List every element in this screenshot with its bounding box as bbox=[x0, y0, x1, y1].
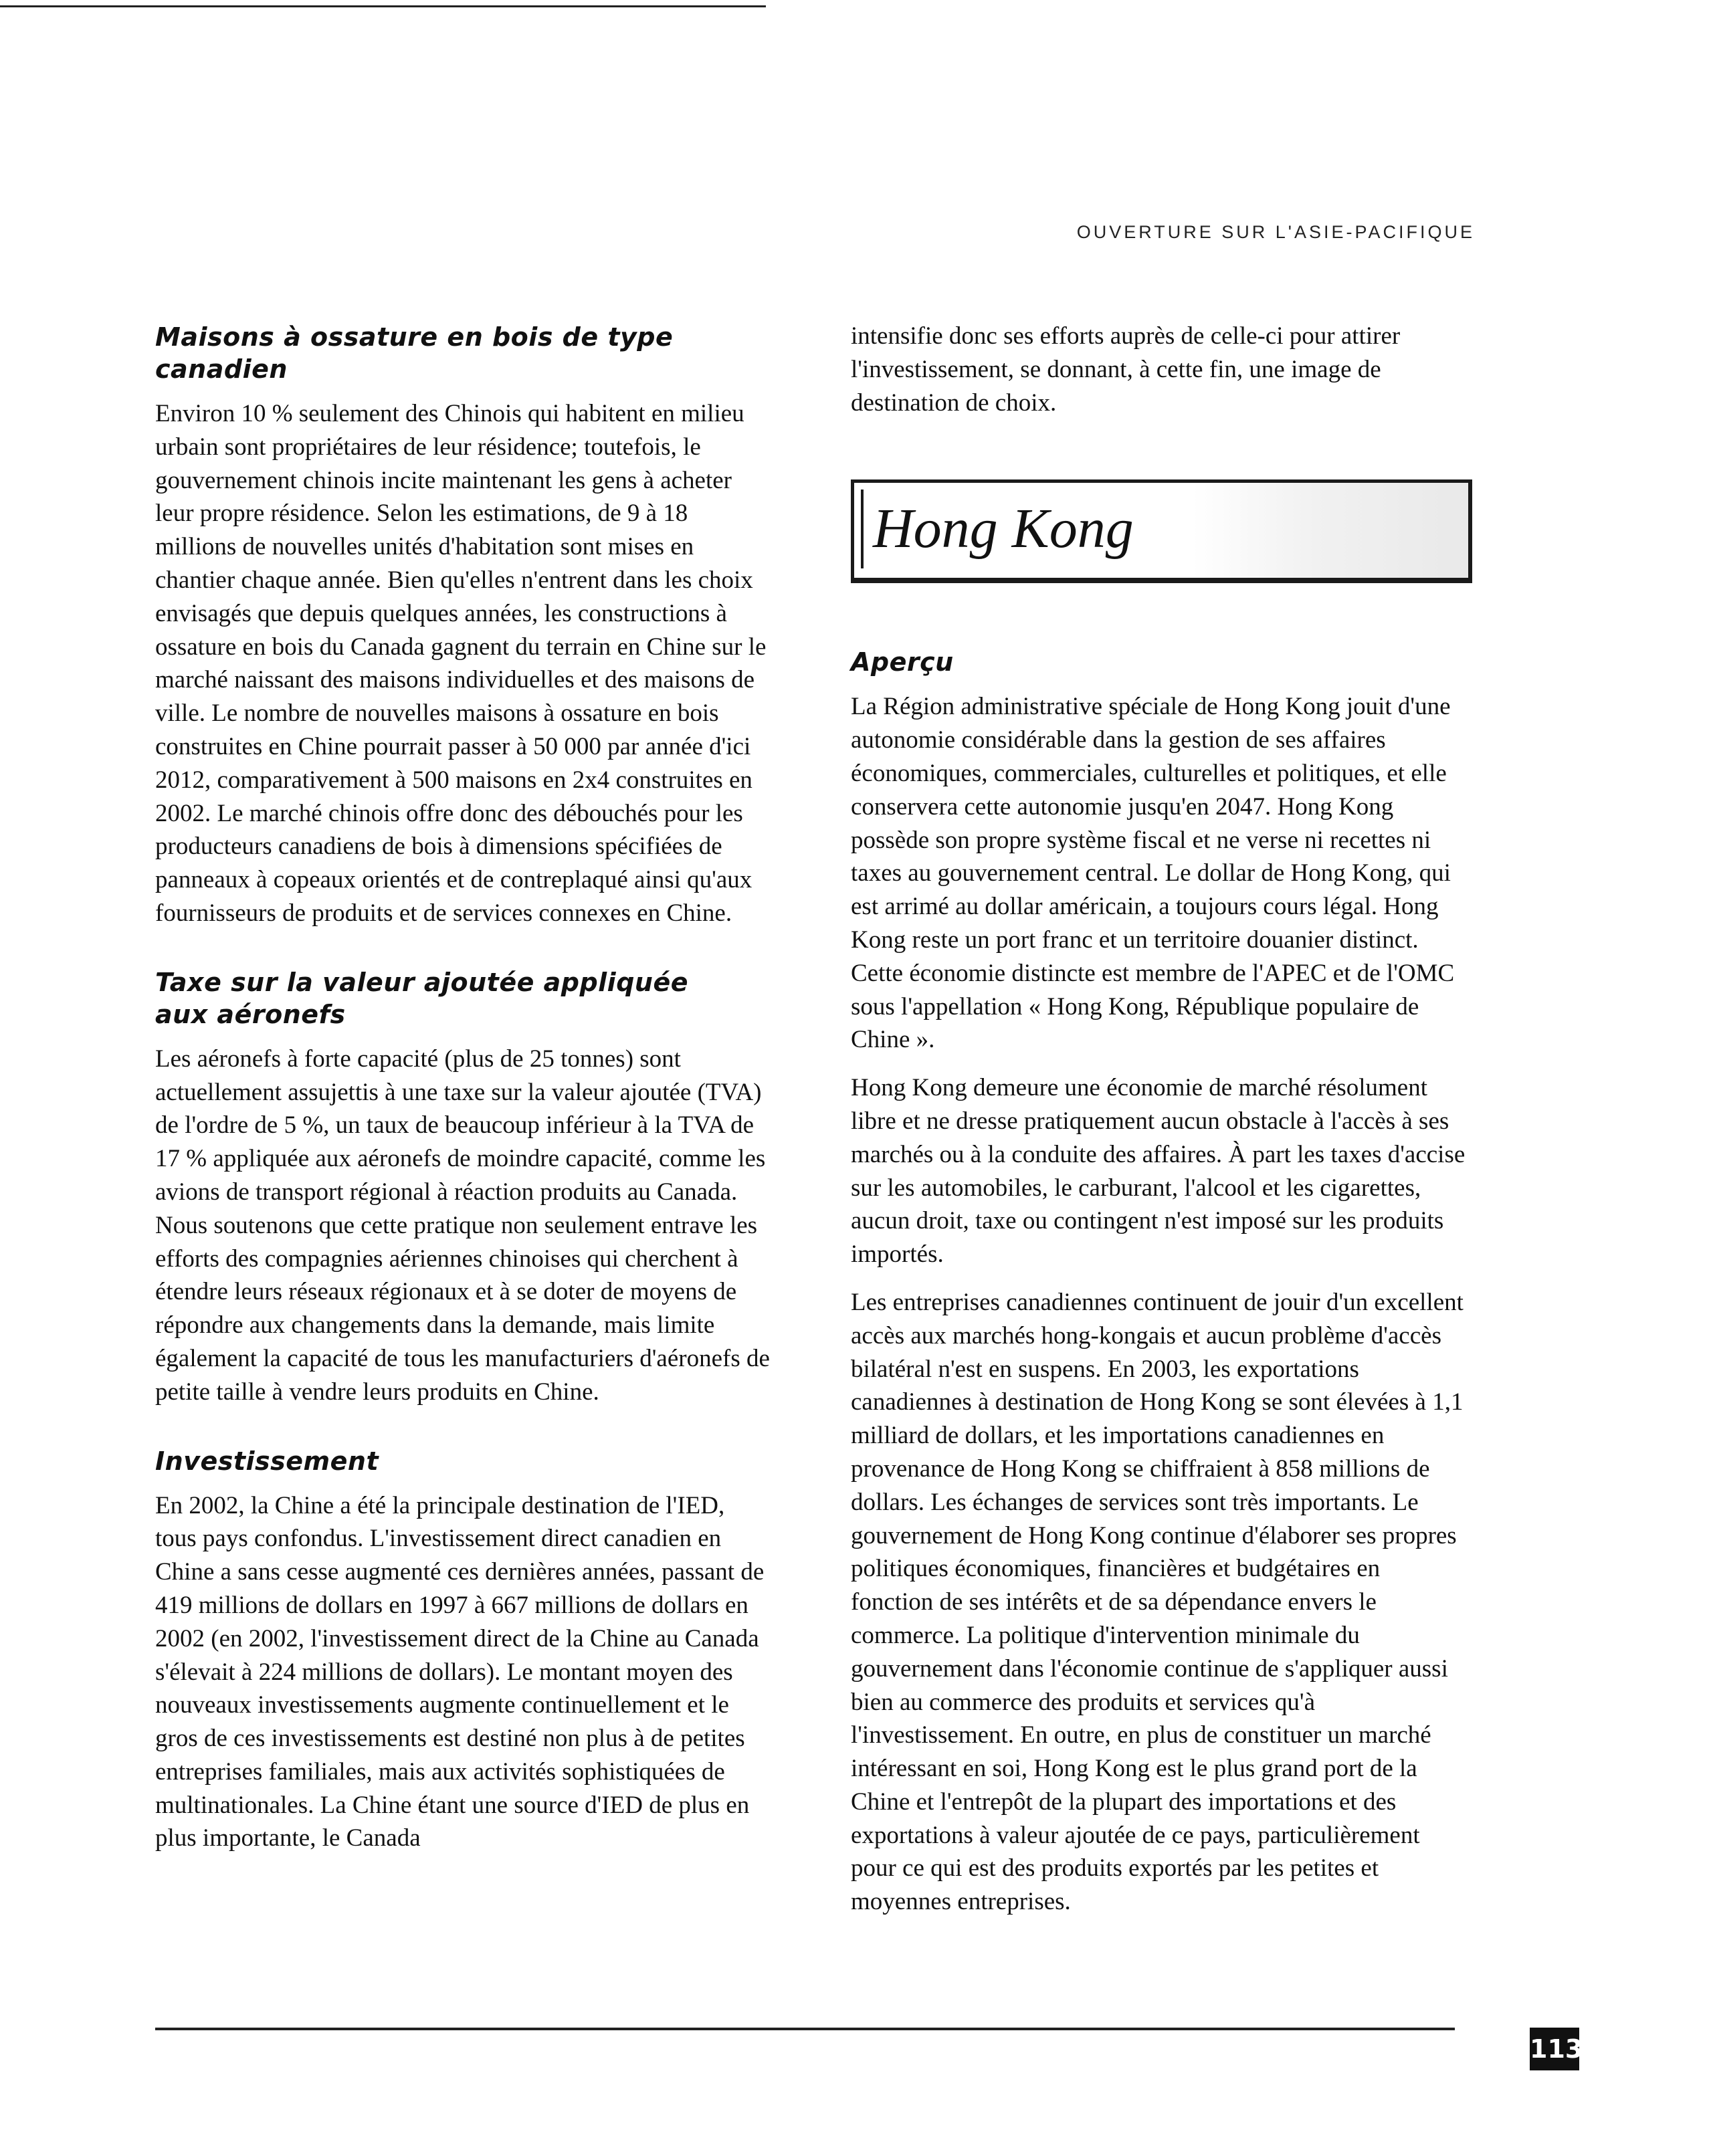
paragraph-aircraft-vat: Les aéronefs à forte capacité (plus de 25 tonnes) sont actuellement assujettis à une taxe sur la valeur ajoutée (TVA) de l'ordre de 5 %, un taux de beaucoup inférieur à la TVA de 17 % appliquée aux aéronefs de moindre capacité, comme les avions de transport régional à réaction produits au Canada. Nous soutenons que cette pratique non seulement entrave les efforts des compagnies aériennes chinoises qui cherchent à étendre leurs réseaux régionaux et à se doter de moyens de répondre aux changements dans la demande, mais limite également la capacité de tous les manufacturiers d'aéronefs de petite taille à vendre leurs produits en Chine. bbox=[155, 1045, 770, 1406]
section-heading-aircraft-vat-line2: aux aéronefs bbox=[155, 999, 346, 1029]
paragraph-investment: En 2002, la Chine a été la principale destination de l'IED, tous pays confondus. L'investissement direct canadien en Chine a sans cesse augmenté ces dernières années, passant de 419 millions de dollars en 1997 à 667 millions de dollars en 2002 (en 2002, l'investissement direct de la Chine au Canada s'élevait à 224 millions de dollars). Le montant moyen des nouveaux investissements augmente continuellement et le gros de ces investissements est destiné non plus à de petites entreprises familiales, mais aux activités sophistiquées de multinationales. La Chine étant une source d'IED de plus en plus importante, le Canada bbox=[155, 1491, 765, 1852]
paragraph-investment-continued: intensifie donc ses efforts auprès de celle-ci pour attirer l'investissement, se donnant, à cette fin, une image de destination de choix. bbox=[851, 322, 1401, 417]
paragraph-overview-2: Hong Kong demeure une économie de marché résolument libre et ne dresse pratiquement aucun obstacle à l'accès à ses marchés ou à la conduite des affaires. À part les taxes d'accise sur les automobiles, le carburant, l'alcool et les cigarettes, aucun droit, taxe ou contingent n'est imposé sur les produits importés. bbox=[851, 1074, 1466, 1269]
page-number: 113 bbox=[1530, 2028, 1579, 2070]
paragraph-overview-1: La Région administrative spéciale de Hong Kong jouit d'une autonomie considérable dans la gestion de ses affaires économiques, commerciales, culturelles et politiques, et elle conservera cette autonomie jusqu'en 2047. Hong Kong possède son propre système fiscal et ne verse ni recettes ni taxes au gouvernement central. Le dollar de Hong Kong, qui est arrimé au dollar américain, a toujours cours légal. Hong Kong reste un port franc et un territoire douanier distinct. Cette économie distincte est membre de l'APEC et de l'OMC sous l'appellation « Hong Kong, République populaire de Chine ». bbox=[851, 693, 1455, 1054]
section-heading-aircraft-vat bbox=[155, 966, 772, 1031]
left-column bbox=[155, 321, 772, 1880]
section-heading-aircraft-vat-line1: Taxe sur la valeur ajoutée appliquée bbox=[155, 967, 688, 997]
title-box-accent-line bbox=[861, 490, 864, 568]
section-heading-investment: Investissement bbox=[155, 1446, 379, 1476]
section-heading-overview: Aperçu bbox=[851, 647, 954, 677]
running-head: OUVERTURE SUR L'ASIE-PACIFIQUE bbox=[1076, 222, 1475, 242]
section-heading-wood-houses: Maisons à ossature en bois de type canadien bbox=[155, 322, 674, 384]
hong-kong-title: Hong Kong bbox=[873, 498, 1134, 560]
top-rule bbox=[0, 5, 766, 7]
right-column bbox=[851, 320, 1468, 1944]
bottom-rule bbox=[155, 2028, 1455, 2030]
paragraph-overview-3: Les entreprises canadiennes continuent de jouir d'un excellent accès aux marchés hong-kongais et aucun problème d'accès bilatéral n'est en suspens. En 2003, les exportations canadiennes à destination de Hong Kong se sont élevées à 1,1 milliard de dollars, et les importations canadiennes en provenance de Hong Kong se chiffraient à 858 millions de dollars. Les échanges de services sont très importants. Le gouvernement de Hong Kong continue d'élaborer ses propres politiques économiques, financières et budgétaires en fonction de ses intérêts et de sa dépendance envers le commerce. La politique d'intervention minimale du gouvernement dans l'économie continue de s'appliquer aussi bien au commerce des produits et services qu'à l'investissement. En outre, en plus de constituer un marché intéressant en soi, Hong Kong est le plus grand port de la Chine et l'entrepôt de la plupart des importations et des exportations à valeur ajoutée de ce pays, particulièrement pour ce qui est des produits exportés par les petites et moyennes entreprises. bbox=[851, 1288, 1464, 1916]
hong-kong-title-box bbox=[851, 479, 1472, 583]
paragraph-wood-houses: Environ 10 % seulement des Chinois qui habitent en milieu urbain sont propriétaires de leur résidence; toutefois, le gouvernement chinois incite maintenant les gens à acheter leur propre résidence. Selon les estimations, de 9 à 18 millions de nouvelles unités d'habitation sont mises en chantier chaque année. Bien qu'elles n'entrent dans les choix envisagés que depuis quelques années, les constructions à ossature en bois du Canada gagnent du terrain en Chine sur le marché naissant des maisons individuelles et des maisons de ville. Le nombre de nouvelles maisons à ossature en bois construites en Chine pourrait passer à 50 000 par année d'ici 2012, comparativement à 500 maisons en 2x4 construites en 2002. Le marché chinois offre donc des débouchés pour les producteurs canadiens de bois à dimensions spécifiées de panneaux à copeaux orientés et de contreplaqué ainsi qu'aux fournisseurs de produits et de services connexes en Chine. bbox=[155, 400, 767, 927]
